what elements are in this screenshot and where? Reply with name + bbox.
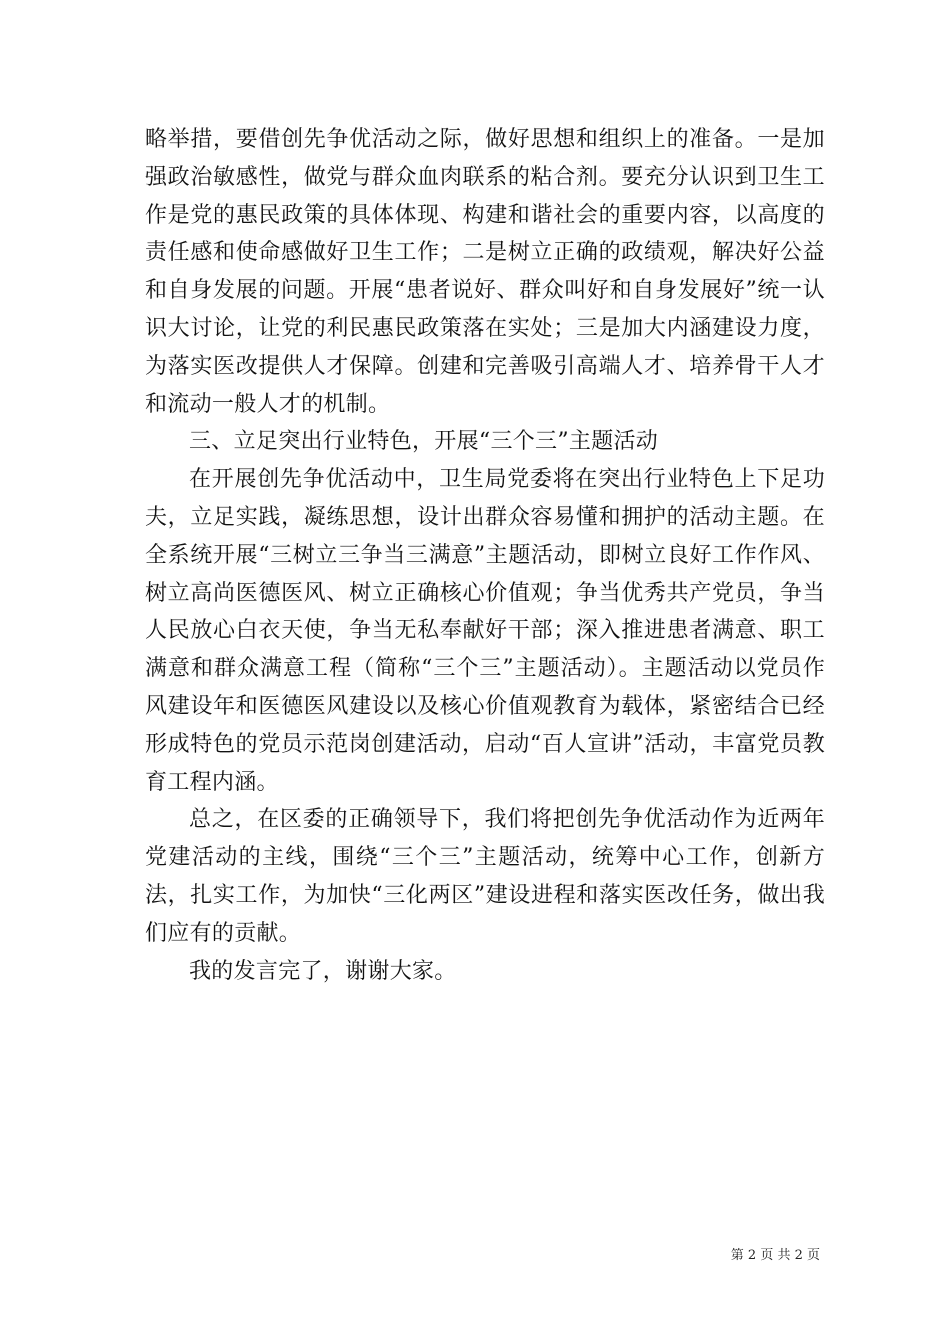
paragraph-measures: 略举措，要借创先争优活动之际，做好思想和组织上的准备。一是加强政治敏感性，做党与群众血肉联系的粘合剂。要充分认识到卫生工作是党的惠民政策的具体体现、构建和谐社会的重要内容，以高度的责任感和使命感做好卫生工作；二是树立正确的政绩观，解决好公益和自身发展的问题。开展“患者说好、群众叫好和自身发展好”统一认识大讨论，让党的利民惠民政策落在实处；三是加大内涵建设力度，为落实医改提供人才保障。创建和完善吸引高端人才、培养骨干人才和流动一般人才的机制。 xyxy=(145,127,825,417)
section-heading-three: 三、立足突出行业特色，开展“三个三”主题活动 xyxy=(189,429,659,455)
paragraph-conclusion: 总之，在区委的正确领导下，我们将把创先争优活动作为近两年党建活动的主线，围绕“三个三”主题活动，统筹中心工作，创新方法，扎实工作，为加快“三化两区”建设进程和落实医改任务，做出我们应有的贡献。 xyxy=(145,807,825,946)
paragraph-closing: 我的发言完了，谢谢大家。 xyxy=(189,958,457,984)
paragraph-theme-activity: 在开展创先争优活动中，卫生局党委将在突出行业特色上下足功夫，立足实践，凝练思想，设计出群众容易懂和拥护的活动主题。在全系统开展“三树立三争当三满意”主题活动，即树立良好工作作风、树立高尚医德医风、树立正确核心价值观；争当优秀共产党员，争当人民放心白衣天使，争当无私奉献好干部；深入推进患者满意、职工满意和群众满意工程（简称“三个三”主题活动）。主题活动以党员作风建设年和医德医风建设以及核心价值观教育为载体，紧密结合已经形成特色的党员示范岗创建活动，启动“百人宣讲”活动，丰富党员教育工程内涵。 xyxy=(145,467,825,795)
page-number-footer: 第 2 页 共 2 页 xyxy=(730,1248,820,1263)
document-body xyxy=(145,121,825,990)
